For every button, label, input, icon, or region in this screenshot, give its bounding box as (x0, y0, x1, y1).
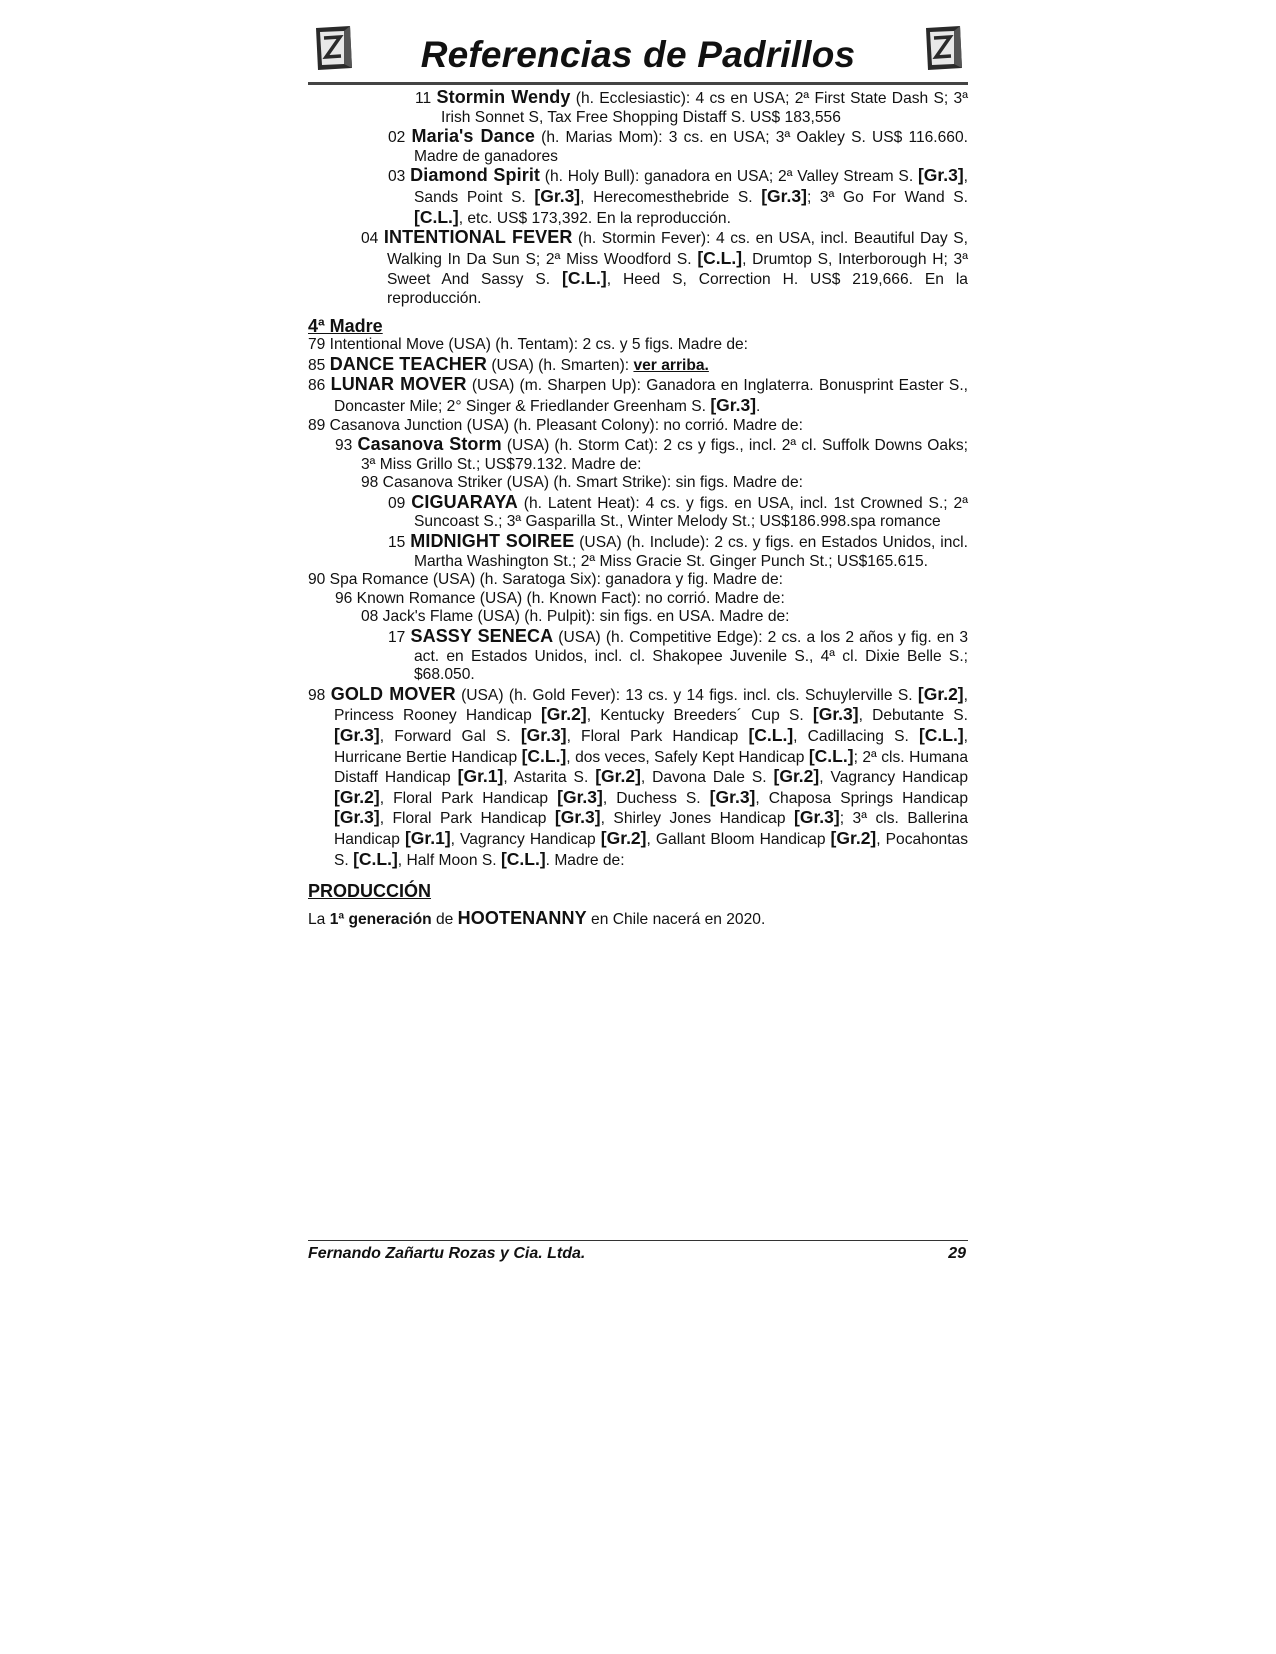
entry-jacks-flame: 08 Jack's Flame (USA) (h. Pulpit): sin figs. en USA. Madre de: (361, 608, 790, 626)
entry-casanova-striker: 98 Casanova Striker (USA) (h. Smart Strike): sin figs. Madre de: (361, 474, 803, 492)
entry-casanova-junction: 89 Casanova Junction (USA) (h. Pleasant Colony): no corrió. Madre de: (308, 416, 803, 434)
section-heading-produccion: PRODUCCIÓN (308, 881, 432, 902)
entry-sassy-seneca: 17 SASSY SENECA (USA) (h. Competitive Edge): 2 cs. a los 2 años y fig. en 3 act. en Estados Unidos, incl. cl. Shakopee Juvenile S., 4ª cl. Dixie Belle S.; $68.050. (388, 626, 968, 684)
entry-known-romance: 96 Known Romance (USA) (h. Known Fact): no corrió. Madre de: (335, 589, 785, 607)
ver-arriba-link[interactable]: ver arriba. (633, 356, 709, 374)
entry-spa-romance: 90 Spa Romance (USA) (h. Saratoga Six): ganadora y fig. Madre de: (308, 571, 783, 589)
entry-diamond-spirit: 03 Diamond Spirit (h. Holy Bull): ganadora en USA; 2ª Valley Stream S. [Gr.3], Sands Point S. [Gr.3], Herecomesthebride S. [Gr.3]; 3ª Go For Wand S. [C.L.], etc. US$ 173,392. En la reproducción. (388, 165, 968, 227)
entry-gold-mover: 98 GOLD MOVER (USA) (h. Gold Fever): 13 cs. y 14 figs. incl. cls. Schuylerville S. [Gr.2], Princess Rooney Handicap [Gr.2], Kentucky Breeders´ Cup S. [Gr.3], Debutante S. [Gr.3], Forward Gal S. [Gr.3], Floral Park Handicap [C.L.], Cadillacing S. [C.L.], Hurricane Bertie Handicap [C.L.], dos veces, Safely Kept Handicap [C.L.]; 2ª cls. Humana Distaff Handicap [Gr.1], Astarita S. [Gr.2], Davona Dale S. [Gr.2], Vagrancy Handicap [Gr.2], Floral Park Handicap [Gr.3], Duchess S. [Gr.3], Chaposa Springs Handicap [Gr.3], Floral Park Handicap [Gr.3], Shirley Jones Handicap [Gr.3]; 3ª cls. Ballerina Handicap [Gr.1], Vagrancy Handicap [Gr.2], Gallant Bloom Handicap [Gr.2], Pocahontas S. [C.L.], Half Moon S. [C.L.]. Madre de: (308, 683, 969, 869)
entry-dance-teacher: 85 DANCE TEACHER (USA) (h. Smarten): ver arriba. (308, 353, 709, 374)
entry-intentional-move: 79 Intentional Move (USA) (h. Tentam): 2 cs. y 5 figs. Madre de: (308, 336, 748, 354)
section-heading-4a-madre: 4ª Madre (308, 315, 383, 336)
footer-company: Fernando Zañartu Rozas y Cia. Ltda. (308, 1245, 586, 1262)
page-footer (308, 1240, 968, 1263)
production-text: La 1ª generación de HOOTENANNY en Chile nacerá en 2020. (308, 907, 766, 928)
pedigree-content (308, 88, 968, 929)
entry-midnight-soiree: 15 MIDNIGHT SOIREE (USA) (h. Include): 2 cs. y figs. en Estados Unidos, incl. Martha Washington St.; 2ª Miss Gracie St. Ginger Punch St.; US$165.615. (388, 531, 968, 570)
entry-ciguaraya: 09 CIGUARAYA (h. Latent Heat): 4 cs. y figs. en USA, incl. 1st Crowned S.; 2ª Suncoast S.; 3ª Gasparilla St., Winter Melody St.; US$186.998.spa romance (388, 491, 968, 531)
entry-casanova-storm: 93 Casanova Storm (USA) (h. Storm Cat): 2 cs y figs., incl. 2ª cl. Suffolk Downs Oaks; 3ª Miss Grillo St.; US$79.132. Madre de: (335, 434, 968, 473)
page (308, 20, 968, 929)
entry-stormin-wendy: 11 Stormin Wendy (h. Ecclesiastic): 4 cs en USA; 2ª First State Dash S; 3ª Irish Sonnet S, Tax Free Shopping Distaff S. US$ 183,556 (415, 87, 968, 126)
entry-intentional-fever: 04 INTENTIONAL FEVER (h. Stormin Fever): 4 cs. en USA, incl. Beautiful Day S, Walking In Da Sun S; 2ª Miss Woodford S. [C.L.], Drumtop S, Interborough H; 3ª Sweet And Sassy S. [C.L.], Heed S, Correction H. US$ 219,666. En la reproducción. (361, 227, 968, 307)
entry-lunar-mover: 86 LUNAR MOVER (USA) (m. Sharpen Up): Ganadora en Inglaterra. Bonusprint Easter S., Doncaster Mile; 2° Singer & Friedlander Greenham S. [Gr.3]. (308, 374, 968, 415)
page-header (308, 20, 968, 85)
zanartu-logo-icon (920, 24, 966, 72)
entry-marias-dance: 02 Maria's Dance (h. Marias Mom): 3 cs. en USA; 3ª Oakley S. US$ 116.660. Madre de ganadores (388, 126, 968, 165)
page-title: Referencias de Padrillos (420, 34, 856, 75)
page-number: 29 (948, 1245, 966, 1262)
